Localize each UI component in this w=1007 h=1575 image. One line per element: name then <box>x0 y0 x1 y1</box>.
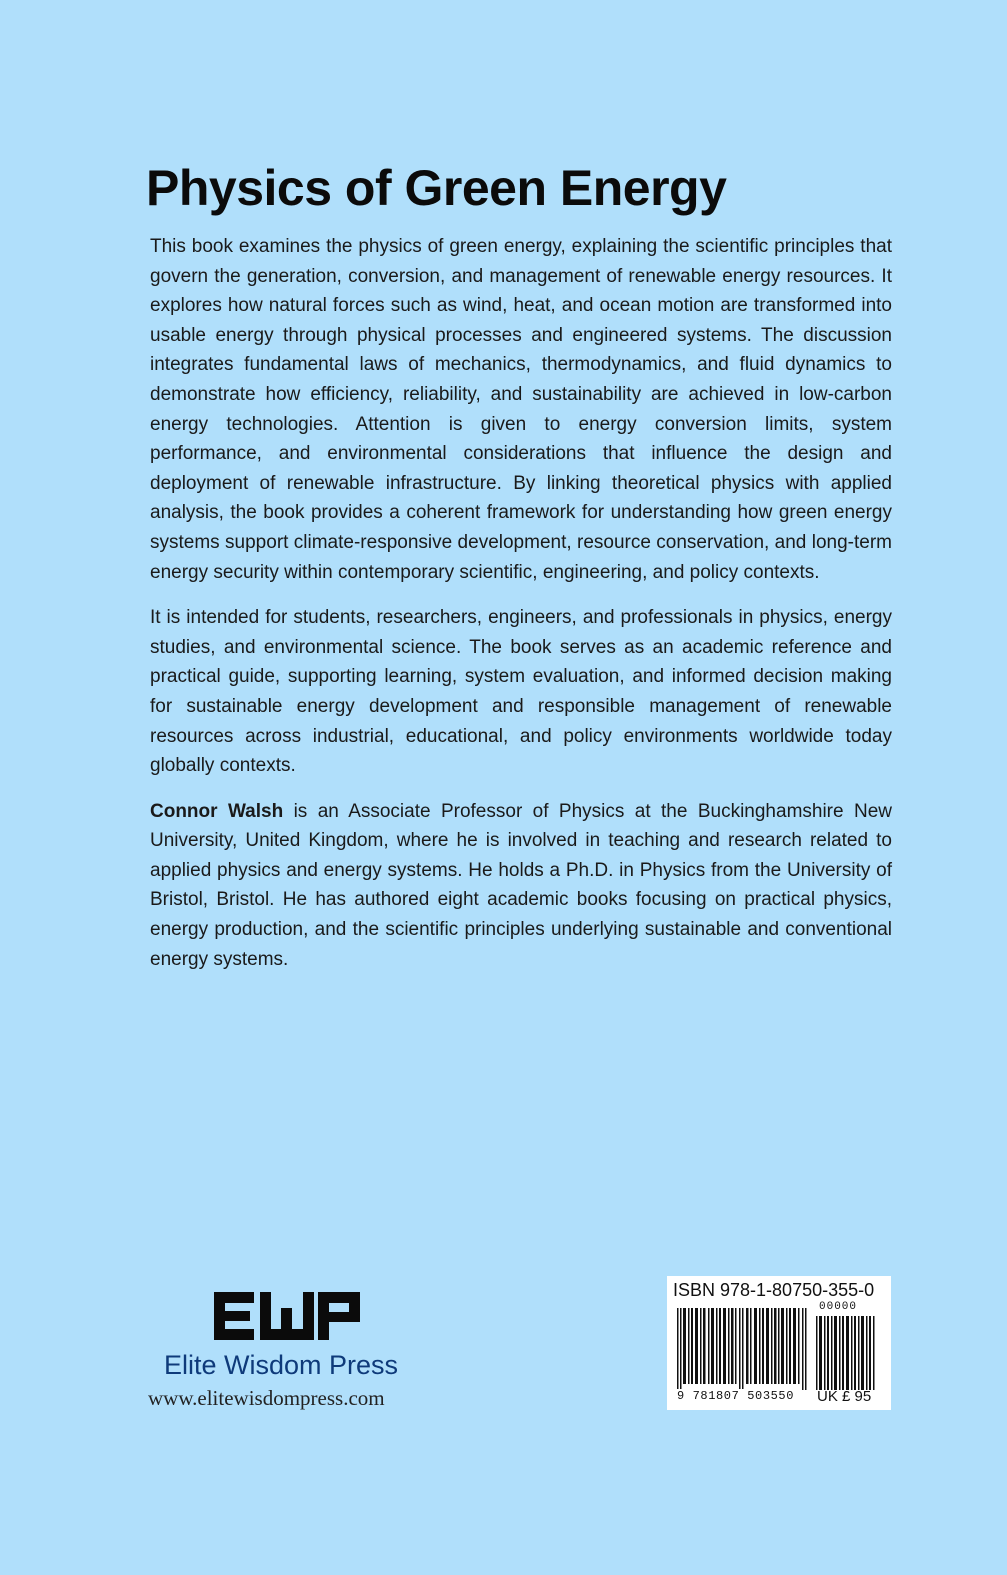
price-label: UK £ 95 <box>817 1388 872 1405</box>
author-bio <box>150 797 892 975</box>
book-title: Physics of Green Energy <box>146 160 727 216</box>
back-cover-blurb <box>150 232 892 990</box>
description-paragraph-2: It is intended for students, researchers, engineers, and professionals in physics, energy studies, and environmental science. The book serves as an academic reference and practical guide, supporting learning, system evaluation, and informed decision making for sustainable energy development and responsible management of renewable resources across industrial, educational, and policy environments worldwide today globally contexts. <box>150 607 892 777</box>
barcode-addon-bars <box>816 1316 876 1390</box>
publisher-logo <box>214 1292 364 1348</box>
barcode-digits: 9 781807 503550 <box>677 1389 795 1403</box>
isbn-number: ISBN 978-1-80750-355-0 <box>673 1280 875 1300</box>
publisher-url: www.elitewisdompress.com <box>148 1386 385 1410</box>
author-name: Connor Walsh <box>150 800 284 822</box>
barcode-addon-digits: 00000 <box>819 1301 858 1313</box>
author-bio-text: is an Associate Professor of Physics at the Buckinghamshire New University, United Kingdom, where he is involved in teaching and research related to applied physics and energy systems. He holds a Ph.D. in Physics from the University of Bristol, Bristol. He has authored eight academic books focusing on practical physics, energy production, and the scientific principles underlying sustainable and conventional energy systems. <box>150 800 892 970</box>
barcode-bars <box>677 1308 807 1390</box>
description-paragraph-1: This book examines the physics of green energy, explaining the scientific principles that govern the generation, conversion, and management of renewable energy resources. It explores how natural forces such as wind, heat, and ocean motion are transformed into usable energy through physical processes and engineered systems. The discussion integrates fundamental laws of mechanics, thermodynamics, and fluid dynamics to demonstrate how efficiency, reliability, and sustainability are achieved in low-carbon energy technologies. Attention is given to energy conversion limits, system performance, and environmental considerations that influence the design and deployment of renewable infrastructure. By linking theoretical physics with applied analysis, the book provides a coherent framework for understanding how green energy systems support climate-responsive development, resource conservation, and long-term energy security within contemporary scientific, engineering, and policy contexts. <box>150 236 892 583</box>
publisher-name: Elite Wisdom Press <box>164 1350 399 1380</box>
isbn-barcode <box>667 1276 891 1410</box>
